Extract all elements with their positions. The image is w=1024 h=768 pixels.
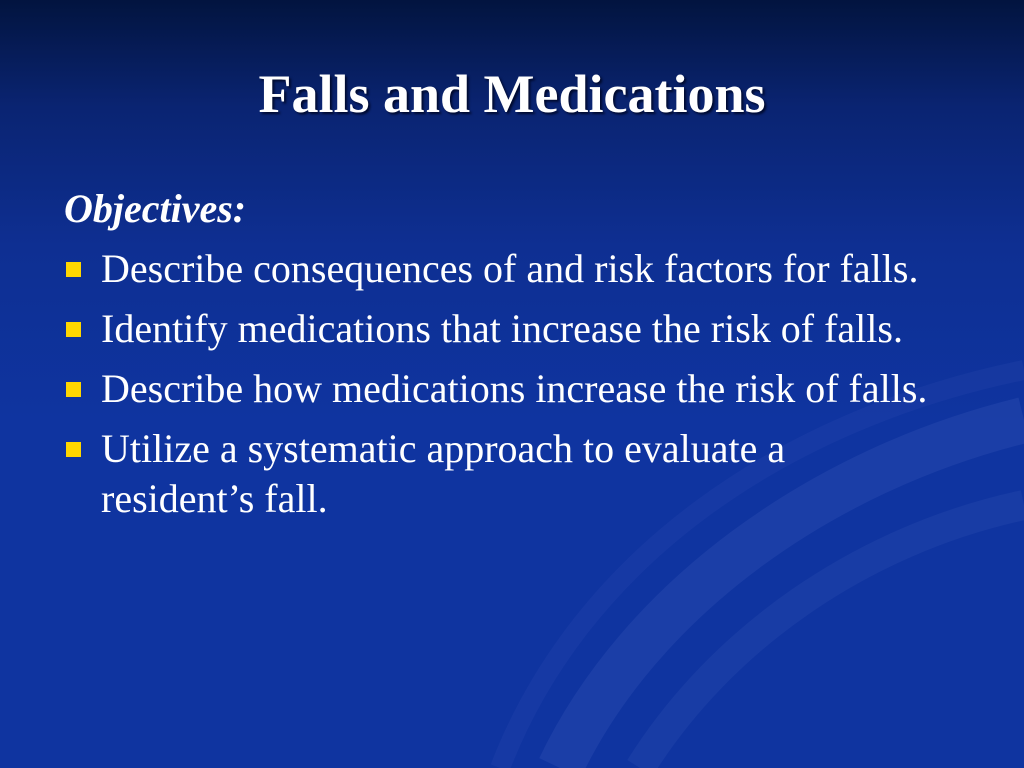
square-bullet-icon xyxy=(66,442,81,457)
list-item xyxy=(64,304,944,354)
list-item-text: Describe consequences of and risk factors for falls. xyxy=(101,246,919,291)
square-bullet-icon xyxy=(66,322,81,337)
list-item xyxy=(64,244,944,294)
list-item-text: Describe how medications increase the risk of falls. xyxy=(101,366,928,411)
list-item xyxy=(64,424,944,524)
square-bullet-icon xyxy=(66,382,81,397)
slide-title: Falls and Medications xyxy=(258,64,766,124)
square-bullet-icon xyxy=(66,262,81,277)
list-item-text: Identify medications that increase the risk of falls. xyxy=(101,306,903,351)
objectives-list xyxy=(64,244,944,534)
list-item xyxy=(64,364,944,414)
objectives-heading: Objectives: xyxy=(64,186,247,231)
list-item-text: Utilize a systematic approach to evaluate a resident’s fall. xyxy=(101,426,786,521)
